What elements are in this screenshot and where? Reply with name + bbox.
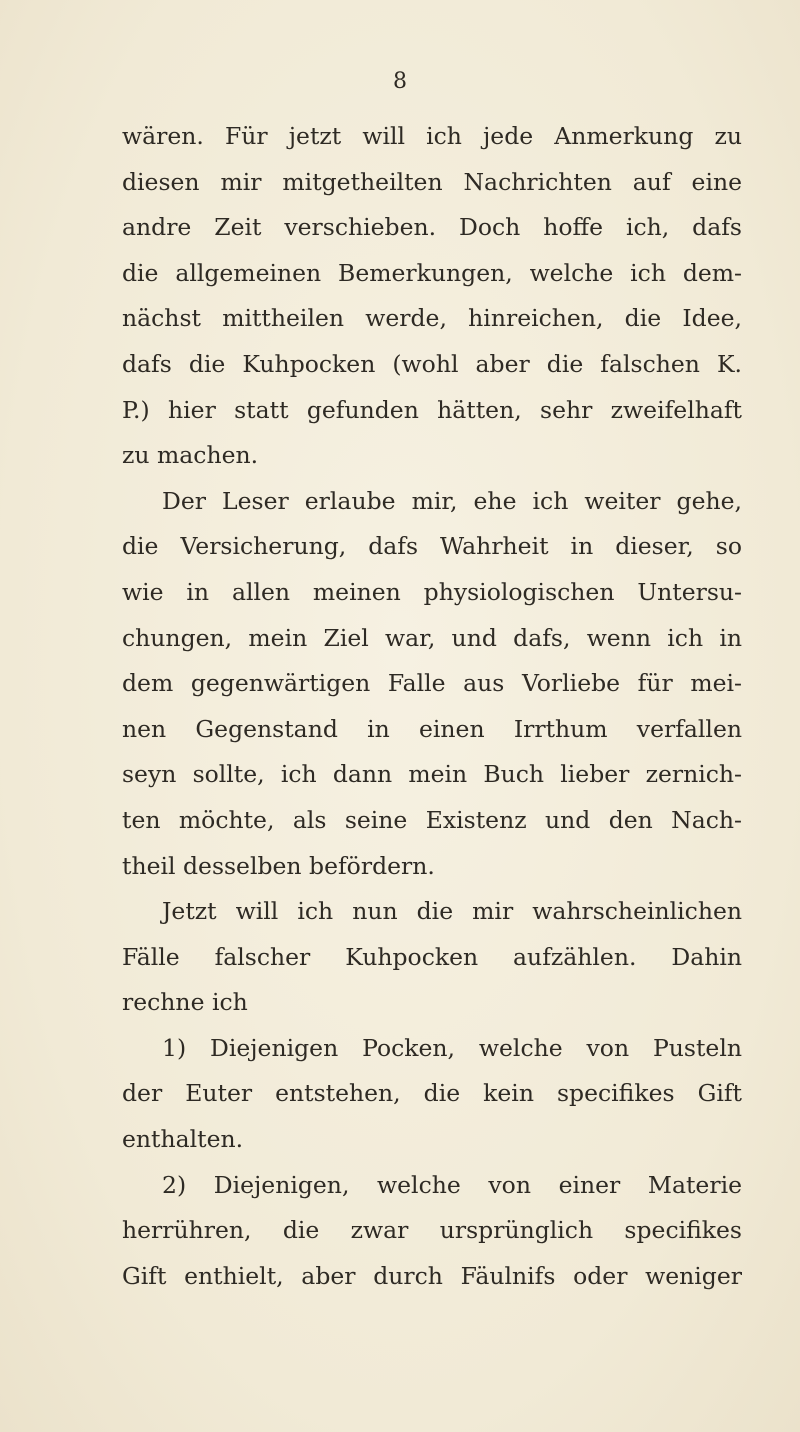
text-line: P.) hier statt gefunden hätten, sehr zweifelhaft (122, 395, 742, 424)
text-line: Der Leser erlaube mir, ehe ich weiter gehe, (162, 486, 742, 515)
text-line: die Versicherung, dafs Wahrheit in dieser, so (122, 532, 742, 561)
text-line: 1) Diejenigen Pocken, welche von Pusteln (162, 1033, 742, 1062)
body-text (122, 114, 742, 1299)
text-line: seyn sollte, ich dann mein Buch lieber zernich- (122, 760, 742, 789)
text-line: 2) Diejenigen, welche von einer Materie (162, 1170, 742, 1199)
text-line: rechne ich (122, 988, 248, 1017)
text-line: der Euter entstehen, die kein specifikes Gift (122, 1079, 742, 1108)
text-line: diesen mir mitgetheilten Nachrichten auf eine (122, 167, 742, 196)
text-line: theil desselben befördern. (122, 851, 435, 880)
text-line: Fälle falscher Kuhpocken aufzählen. Dahin (122, 942, 742, 971)
text-line: andre Zeit verschieben. Doch hoffe ich, dafs (122, 213, 742, 242)
text-line: dafs die Kuhpocken (wohl aber die falschen K. (122, 349, 742, 378)
text-line: Jetzt will ich nun die mir wahrscheinlichen (162, 897, 742, 926)
text-line: enthalten. (122, 1125, 244, 1154)
text-line: chungen, mein Ziel war, und dafs, wenn ich in (122, 623, 742, 652)
text-line: die allgemeinen Bemerkungen, welche ich dem- (122, 258, 742, 287)
text-line: nächst mittheilen werde, hinreichen, die Idee, (122, 304, 742, 333)
text-line: ten möchte, als seine Existenz und den Nach- (122, 805, 742, 834)
text-line: herrühren, die zwar ursprünglich specifikes (122, 1216, 742, 1245)
text-line: wären. Für jetzt will ich jede Anmerkung zu (122, 122, 742, 150)
text-line: Gift enthielt, aber durch Fäulnifs oder weniger (122, 1261, 742, 1290)
text-line: nen Gegenstand in einen Irrthum verfallen (122, 714, 742, 743)
text-line: wie in allen meinen physiologischen Untersu- (122, 577, 742, 606)
page-number: 8 (393, 69, 407, 94)
text-line: zu machen. (122, 441, 259, 470)
text-line: dem gegenwärtigen Falle aus Vorliebe für mei- (122, 669, 742, 698)
